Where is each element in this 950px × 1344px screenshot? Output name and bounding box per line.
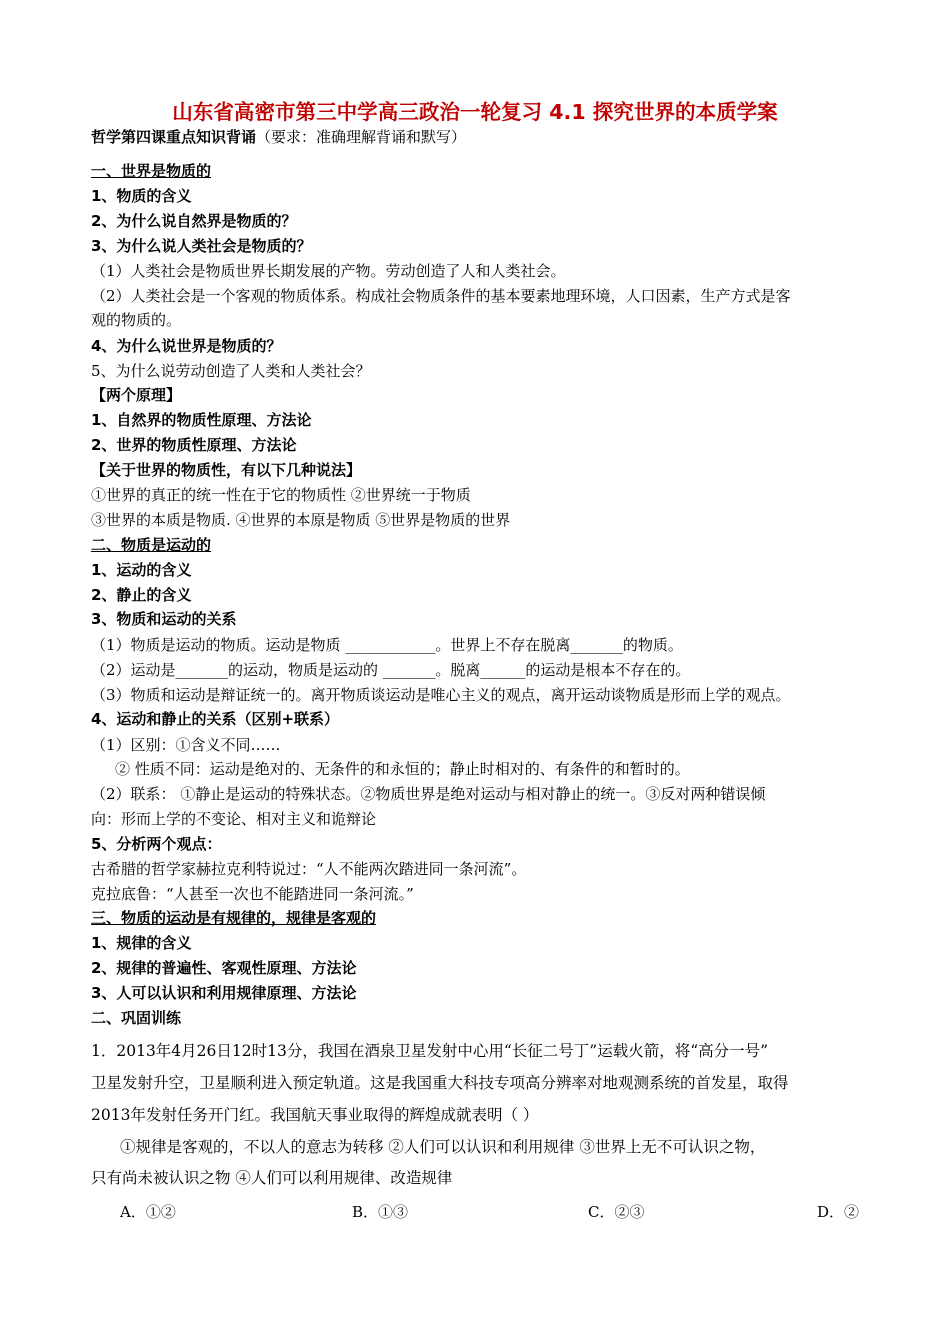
answer-paragraph: （1）人类社会是物质世界长期发展的产物。劳动创造了人和人类社会。 [91,262,566,280]
saying-line: ③世界的本质是物质. ④世界的本原是物质 ⑤世界是物质的世界 [91,511,511,529]
practice-statement-line: 只有尚未被认识之物 ④人们可以利用规律、改造规律 [91,1169,453,1187]
question-item: 1、物质的含义 [91,187,192,205]
question-item: 2、为什么说自然界是物质的？ [91,212,297,230]
bracket-heading: 【两个原理】 [91,386,182,404]
question-item: 5、为什么说劳动创造了人类和人类社会？ [91,362,371,380]
principle-item: 2、世界的物质性原理、方法论 [91,436,297,454]
section-heading-matter: 一、世界是物质的 [91,162,212,180]
question-item: 1、规律的含义 [91,934,192,952]
section-heading-practice: 二、巩固训练 [91,1009,182,1027]
section-heading-motion: 二、物质是运动的 [91,536,212,554]
question-item: 2、静止的含义 [91,586,192,604]
answer-option-a: A．①② [120,1203,176,1221]
practice-question-line: 2013年发射任务开门红。我国航天事业取得的辉煌成就表明（ ） [91,1106,539,1124]
quote-line: 古希腊的哲学家赫拉克利特说过：“人不能两次踏进同一条河流”。 [91,860,527,878]
question-item: 3、物质和运动的关系 [91,610,237,628]
answer-paragraph: （1）区别：①含义不同…… [91,736,281,754]
question-item: 5、分析两个观点： [91,835,222,853]
answer-paragraph: ② 性质不同：运动是绝对的、无条件的和永恒的；静止时相对的、有条件的和暂时的。 [115,760,690,778]
fill-blank-line: （1）物质是运动的物质。运动是物质 ____________。世界上不存在脱离_______的物质。 [91,636,683,654]
quote-line: 克拉底鲁：“人甚至一次也不能踏进同一条河流。” [91,885,414,903]
answer-option-d: D．② [817,1203,860,1221]
answer-paragraph-cont: 向：形而上学的不变论、相对主义和诡辩论 [91,810,377,828]
principle-item: 1、自然界的物质性原理、方法论 [91,411,312,429]
question-item: 3、为什么说人类社会是物质的？ [91,237,312,255]
subtitle-note: （要求：准确理解背诵和默写） [256,128,467,146]
fill-blank-line: （2）运动是_______的运动，物质是运动的 _______。脱离______的运动是根本不存在的。 [91,661,691,679]
answer-option-c: C．②③ [588,1203,645,1221]
answer-paragraph: （3）物质和运动是辩证统一的。离开物质谈运动是唯心主义的观点，离开运动谈物质是形而上学的观点。 [91,686,791,704]
saying-line: ①世界的真正的统一性在于它的物质性 ②世界统一于物质 [91,486,471,504]
question-item: 4、运动和静止的关系（区别+联系） [91,710,340,728]
section-heading-laws: 三、物质的运动是有规律的，规律是客观的 [91,909,377,927]
answer-option-b: B．①③ [352,1203,409,1221]
answer-paragraph: （2）联系： ①静止是运动的特殊状态。②物质世界是绝对运动与相对静止的统一。③反对两种错误倾 [91,785,766,803]
practice-question-line: 1．2013年4月26日12时13分，我国在酒泉卫星发射中心用“长征二号丁”运载火箭，将“高分一号” [91,1042,769,1060]
subtitle-line [91,126,466,148]
question-item: 3、人可以认识和利用规律原理、方法论 [91,984,357,1002]
practice-statement-line: ①规律是客观的，不以人的意志为转移 ②人们可以认识和利用规律 ③世界上无不可认识之物， [120,1138,766,1156]
question-item: 2、规律的普遍性、客观性原理、方法论 [91,959,357,977]
document-title: 山东省高密市第三中学高三政治一轮复习 4.1 探究世界的本质学案 [172,100,778,124]
practice-question-line: 卫星发射升空，卫星顺利进入预定轨道。这是我国重大科技专项高分辨率对地观测系统的首发星，取得 [91,1074,789,1092]
answer-paragraph: （2）人类社会是一个客观的物质体系。构成社会物质条件的基本要素地理环境，人口因素，生产方式是客 [91,287,791,305]
bracket-heading: 【关于世界的物质性，有以下几种说法】 [91,461,362,479]
subtitle-bold: 哲学第四课重点知识背诵 [91,128,257,146]
question-item: 1、运动的含义 [91,561,192,579]
answer-paragraph-cont: 观的物质的。 [91,311,182,329]
question-item: 4、为什么说世界是物质的？ [91,337,282,355]
